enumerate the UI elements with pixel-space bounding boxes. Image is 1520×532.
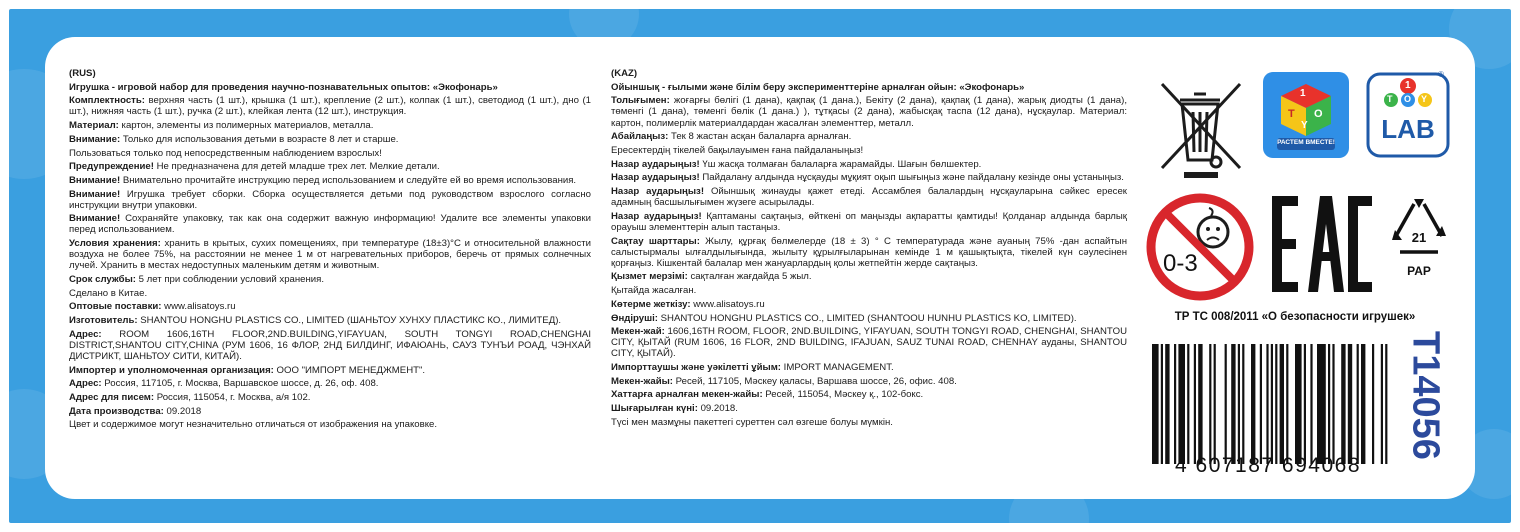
logo-letter: T bbox=[1387, 94, 1393, 104]
no-baby-icon bbox=[1145, 192, 1255, 302]
registered-mark: ® bbox=[1438, 70, 1444, 79]
logo-letter: 1 bbox=[1405, 80, 1411, 91]
not-for-under-3-sign bbox=[1145, 192, 1255, 302]
text-paragraph bbox=[69, 82, 591, 93]
paragraph-heading: Толығымен: bbox=[611, 95, 670, 107]
paragraph-heading: Изготовитель: bbox=[69, 315, 138, 327]
text-paragraph bbox=[69, 213, 591, 235]
text-paragraph bbox=[69, 329, 591, 362]
one-toy-logo bbox=[1263, 72, 1349, 158]
text-paragraph bbox=[69, 301, 591, 312]
text-paragraph bbox=[69, 288, 591, 299]
paragraph-text: жоғарғы бөлігі (1 дана), қақпақ (1 дана.), Бекіту (2 дана), қақпақ (1 дана), жарық диодты (1 дана), төменгі (1 дана), төменгі бөлік (1 дана.) ), тұтқасы (2 дана), жабысқақ таспа (12 дана), нұсқаулар. Материал: картон, полимерлік материалдардан жасалған элементтер, металл. bbox=[611, 95, 1127, 129]
text-paragraph bbox=[69, 406, 591, 417]
paragraph-text: Ресей, 115054, Мәскеу қ., 102-бокс. bbox=[762, 389, 924, 401]
paragraph-heading: Адрес: bbox=[69, 328, 102, 340]
paragraph-text: Пользоваться только под непосредственным наблюдением взрослых! bbox=[69, 147, 382, 159]
paragraph-text: картон, элементы из полимерных материалов, металла. bbox=[118, 120, 374, 132]
barcode-bar bbox=[1194, 344, 1196, 464]
recycle-code: 21 bbox=[1411, 230, 1427, 245]
paragraph-text: Сохраняйте упаковку, так как она содержит важную информацию! Удалите все элементы упаковки перед использованием. bbox=[69, 213, 591, 236]
barcode-bar bbox=[1225, 344, 1227, 464]
paragraph-heading: Назар аударыңыз! bbox=[611, 172, 700, 184]
paragraph-heading: Адрес для писем: bbox=[69, 392, 155, 404]
paragraph-heading: Внимание! bbox=[69, 213, 121, 225]
text-paragraph bbox=[69, 95, 591, 117]
barcode-bar bbox=[1238, 344, 1240, 464]
text-paragraph bbox=[611, 95, 1127, 128]
paragraph-heading: Импорттаушы және уәкілетті ұйым: bbox=[611, 362, 781, 374]
barcode-bar bbox=[1341, 344, 1345, 464]
paragraph-text: Ойыншық жинауды қажет етеді. Ассамблея балалардың нұсқауларына сәйкес ересек адамның басшылығымен жүзеге асырылады. bbox=[611, 186, 1127, 209]
paragraph-text: Тек 8 жастан асқан балаларға арналған. bbox=[668, 131, 852, 143]
paragraph-heading: Хаттарға арналған мекен-жайы: bbox=[611, 389, 763, 401]
barcode-bar bbox=[1286, 344, 1288, 464]
paragraph-heading: Дата производства: bbox=[69, 405, 164, 417]
certification-text: ТР ТС 008/2011 «О безопасности игрушек» bbox=[1174, 311, 1416, 323]
barcode-bar bbox=[1271, 344, 1273, 464]
text-paragraph bbox=[611, 362, 1127, 373]
text-paragraph bbox=[611, 172, 1127, 183]
paragraph-text: SHANTOU HONGHU PLASTICS CO., LIMITED (SHANTOOU HUNHU PLASTICS KO, LIMITED). bbox=[657, 312, 1077, 324]
text-paragraph bbox=[611, 68, 1127, 79]
text-paragraph bbox=[69, 148, 591, 159]
barcode-bar bbox=[1381, 344, 1383, 464]
barcode-bar bbox=[1328, 344, 1330, 464]
text-paragraph bbox=[611, 417, 1127, 428]
barcode-bar bbox=[1231, 344, 1235, 464]
paragraph-heading: Внимание! bbox=[69, 174, 121, 186]
barcode-bar bbox=[1152, 344, 1159, 464]
barcode-bar bbox=[1178, 344, 1185, 464]
paragraph-text: ООО "ИМПОРТ МЕНЕДЖМЕНТ". bbox=[273, 364, 426, 376]
paragraph-text: 1606,16TH ROOM, FLOOR, 2ND.BUILDING, YIFAYUAN, SOUTH TONGYI ROAD, CHENGHAI, SHANTOU CITY, ҚЫТАЙ (RUM 1606, 16 FLOR, 2ND BUILDING, IFAJUAN, SAUZ TUNAI ROAD, CHENHAY ауданы, SHANTOU CITY, ҚЫТАЙ). bbox=[611, 326, 1127, 360]
paragraph-heading: (KAZ) bbox=[611, 68, 638, 79]
barcode-bar bbox=[1280, 344, 1284, 464]
barcode-bar bbox=[1242, 344, 1244, 464]
barcode-bar bbox=[1357, 344, 1359, 464]
paragraph-text: Россия, 117105, г. Москва, Варшавское шоссе, д. 26, оф. 408. bbox=[101, 378, 379, 390]
text-paragraph bbox=[611, 326, 1127, 359]
text-paragraph bbox=[69, 419, 591, 430]
paragraph-heading: Условия хранения: bbox=[69, 238, 161, 250]
text-paragraph bbox=[611, 403, 1127, 414]
text-paragraph bbox=[69, 365, 591, 376]
barcode-bar bbox=[1310, 344, 1312, 464]
barcode-bar bbox=[1317, 344, 1326, 464]
text-paragraph bbox=[611, 186, 1127, 208]
paragraph-text: Үш жасқа толмаған балаларға жарамайды. Шағын бөлшектер. bbox=[699, 158, 982, 170]
barcode-bar bbox=[1295, 344, 1302, 464]
article-number-text: T14056 bbox=[1404, 331, 1447, 460]
paragraph-text: Внимательно прочитайте инструкцию перед использованием и следуйте ей во время использования. bbox=[120, 174, 577, 186]
logo-letter: O bbox=[1404, 94, 1412, 104]
eac-mark-icon bbox=[1270, 192, 1374, 296]
barcode-bar bbox=[1187, 344, 1189, 464]
barcode-bar bbox=[1348, 344, 1352, 464]
paragraph-heading: Мекен-жай: bbox=[611, 326, 665, 338]
paragraph-text: Сделано в Китае. bbox=[69, 287, 148, 299]
text-paragraph bbox=[611, 285, 1127, 296]
text-paragraph bbox=[611, 236, 1127, 269]
paragraph-heading: (RUS) bbox=[69, 68, 96, 79]
logo-letter: T bbox=[1288, 108, 1295, 120]
article-number bbox=[1402, 318, 1448, 468]
text-paragraph bbox=[611, 313, 1127, 324]
text-paragraph bbox=[611, 271, 1127, 282]
text-paragraph bbox=[611, 389, 1127, 400]
paragraph-text: Россия, 115054, г. Москва, а/я 102. bbox=[154, 392, 311, 404]
paragraph-text: Ересектердің тікелей бақылауымен ғана пайдаланыңыз! bbox=[611, 144, 864, 156]
paragraph-heading: Өндіруші: bbox=[611, 312, 658, 324]
paragraph-text: 5 лет при соблюдении условий хранения. bbox=[136, 274, 325, 286]
text-paragraph bbox=[69, 175, 591, 186]
text-paragraph bbox=[611, 211, 1127, 233]
weee-crossed-bin-icon bbox=[1146, 72, 1254, 180]
one-toy-lab-logo bbox=[1366, 70, 1452, 160]
barcode-bar bbox=[1209, 344, 1211, 464]
paragraph-text: ROOM 1606,16TH FLOOR,2ND.BUILDING,YIFAYUAN, SOUTH TONGYI ROAD,CHENGHAI DISTRICT,SHANTOU CITY,CHINA (РУМ 1606, 16 ФЛОР, 2НД БИЛДИНГ, ИФАЮАНЬ, САУЗ ТУНЪИ РОАД, ЧЭНХАЙ ДИСТРИКТ, ШАНЬТОУ СИТИ, КИТАЙ). bbox=[69, 328, 591, 362]
paragraph-heading: Оптовые поставки: bbox=[69, 301, 162, 313]
paragraph-text: Жылу, құрғақ бөлмелерде (18 ± 3) ° С температурада және ауаның 75% -дан аспайтын салыстырмалы ылғалдылығында, жылыту құрылғыларынан кемінде 1 м қашықтықта, тікелей күн сәулесінен қорғаңыз. Кішкентай балалар мен жануарлардың қолы жетпейтін жерде сақтаңыз. bbox=[611, 235, 1127, 269]
paragraph-heading: Ойыншық - ғылыми және білім беру эксперименттеріне арналған ойын: «Экофонарь» bbox=[611, 81, 1025, 93]
paragraph-heading: Мекен-жайы: bbox=[611, 375, 673, 387]
barcode-bar bbox=[1275, 344, 1277, 464]
paragraph-text: Цвет и содержимое могут незначительно отличаться от изображения на упаковке. bbox=[69, 419, 437, 431]
text-paragraph bbox=[611, 82, 1127, 93]
text-paragraph bbox=[611, 145, 1127, 156]
barcode-bar bbox=[1251, 344, 1255, 464]
text-paragraph bbox=[69, 315, 591, 326]
paragraph-text: Не предназначена для детей младше трех лет. Мелкие детали. bbox=[153, 161, 440, 173]
paragraph-text: 09.2018 bbox=[163, 405, 202, 417]
paragraph-text: www.alisatoys.ru bbox=[690, 298, 765, 310]
paragraph-text: SHANTOU HONGHU PLASTICS CO., LIMITED (ШАНЬТОУ ХУНХУ ПЛАСТИКС КО., ЛИМИТЕД). bbox=[137, 315, 562, 327]
paragraph-heading: Импортер и уполномоченная организация: bbox=[69, 364, 274, 376]
lab-word: LAB bbox=[1381, 114, 1435, 144]
paragraph-heading: Шығарылған күні: bbox=[611, 403, 698, 415]
text-paragraph bbox=[69, 134, 591, 145]
text-paragraph bbox=[69, 161, 591, 172]
text-paragraph bbox=[611, 131, 1127, 142]
russian-text-column bbox=[69, 68, 591, 433]
paragraph-heading: Материал: bbox=[69, 120, 119, 132]
paragraph-text: Пайдалану алдында нұсқауды мұқият оқып шығыңыз және пайдалану кезінде оны ұстаныңыз. bbox=[699, 172, 1124, 184]
text-paragraph bbox=[611, 299, 1127, 310]
paragraph-text: Игрушка требует сборки. Сборка осуществляется детьми под руководством взрослого согласно инструкции внутри упаковки. bbox=[69, 188, 591, 211]
text-paragraph bbox=[69, 189, 591, 211]
text-paragraph bbox=[69, 274, 591, 285]
paragraph-heading: Игрушка - игровой набор для проведения научно-познавательных опытов: «Экофонарь» bbox=[69, 81, 498, 93]
text-paragraph bbox=[69, 238, 591, 271]
age-label: 0-3 bbox=[1163, 250, 1198, 277]
text-paragraph bbox=[69, 392, 591, 403]
paragraph-text: IMPORT MANAGEMENT. bbox=[781, 362, 894, 374]
paragraph-heading: Назар аударыңыз! bbox=[611, 186, 705, 197]
barcode-bar bbox=[1174, 344, 1176, 464]
paragraph-heading: Назар аударыңыз! bbox=[611, 158, 700, 170]
barcode-bar bbox=[1198, 344, 1202, 464]
barcode-bar bbox=[1165, 344, 1169, 464]
barcode-bar bbox=[1372, 344, 1374, 464]
paragraph-text: сақталған жағдайда 5 жыл. bbox=[687, 271, 812, 283]
paragraph-text: Қытайда жасалған. bbox=[611, 285, 697, 297]
paragraph-heading: Назар аударыңыз! bbox=[611, 210, 702, 222]
text-paragraph bbox=[69, 68, 591, 79]
logo-letter: Y bbox=[1301, 120, 1308, 131]
paragraph-heading: Қызмет мерзімі: bbox=[611, 271, 688, 283]
paragraph-text: верхняя часть (1 шт.), крышка (1 шт.), крепление (2 шт.), колпак (1 шт.), светодиод (1 шт.), дно (1 шт.), нижняя часть (1 шт.), ручка (2 шт.), клейкая лента (12 шт.), инструкция. bbox=[69, 95, 591, 118]
paragraph-heading: Сақтау шарттары: bbox=[611, 235, 700, 247]
text-paragraph bbox=[611, 159, 1127, 170]
text-paragraph bbox=[69, 120, 591, 131]
recycling-pap-sign bbox=[1384, 196, 1454, 286]
paragraph-heading: Срок службы: bbox=[69, 274, 136, 286]
logo-letter: 1 bbox=[1300, 88, 1306, 99]
text-paragraph bbox=[69, 378, 591, 389]
barcode-bar bbox=[1260, 344, 1262, 464]
paragraph-heading: Комплектность: bbox=[69, 95, 145, 107]
paragraph-heading: Абайлаңыз: bbox=[611, 131, 669, 143]
paragraph-heading: Внимание: bbox=[69, 133, 121, 145]
paragraph-text: www.alisatoys.ru bbox=[161, 301, 236, 313]
barcode-bar bbox=[1214, 344, 1216, 464]
barcode-bar bbox=[1385, 344, 1387, 464]
barcode-number: 4 607187 694068 bbox=[1175, 454, 1361, 477]
barcode-bar bbox=[1304, 344, 1306, 464]
one-toy-slogan: РАСТЕМ ВМЕСТЕ! bbox=[1277, 139, 1335, 146]
paragraph-text: Қаптаманы сақтаңыз, өйткені оп маңызды ақпаратты қамтиды! Қолданар алдында барлық орауыш элементтерін алып тастаңыз. bbox=[611, 210, 1128, 233]
barcode-bar bbox=[1161, 344, 1163, 464]
paragraph-text: Ресей, 117105, Мәскеу қаласы, Варшава шоссе, 26, офис. 408. bbox=[673, 375, 957, 387]
text-paragraph bbox=[611, 376, 1127, 387]
paragraph-text: хранить в крытых, сухих помещениях, при температуре (18±3)°С и относительной влажности воздуха не более 75%, на расстоянии не менее 1 м от нагревательных приборов, беречь от прямых солнечных лучей. Хранить в местах недоступных маленьким детям и животным. bbox=[69, 238, 591, 272]
paragraph-heading: Көтерме жеткізу: bbox=[611, 298, 691, 310]
paragraph-heading: Адрес: bbox=[69, 378, 102, 390]
recycle-label: PAP bbox=[1407, 264, 1431, 278]
paragraph-text: Түсі мен мазмұны пакеттегі суреттен сәл өзгеше болуы мүмкін. bbox=[611, 416, 893, 428]
paragraph-heading: Внимание! bbox=[69, 188, 121, 200]
barcode-bar bbox=[1266, 344, 1268, 464]
paragraph-heading: Предупреждение! bbox=[69, 161, 154, 173]
logo-letter: Y bbox=[1421, 94, 1428, 104]
paragraph-text: 09.2018. bbox=[697, 403, 738, 415]
paragraph-text: Только для использования детьми в возрасте 8 лет и старше. bbox=[120, 133, 399, 145]
barcode-bar bbox=[1361, 344, 1365, 464]
kazakh-text-column bbox=[611, 68, 1127, 431]
barcode-bar bbox=[1332, 344, 1334, 464]
logo-letter: O bbox=[1314, 108, 1323, 120]
